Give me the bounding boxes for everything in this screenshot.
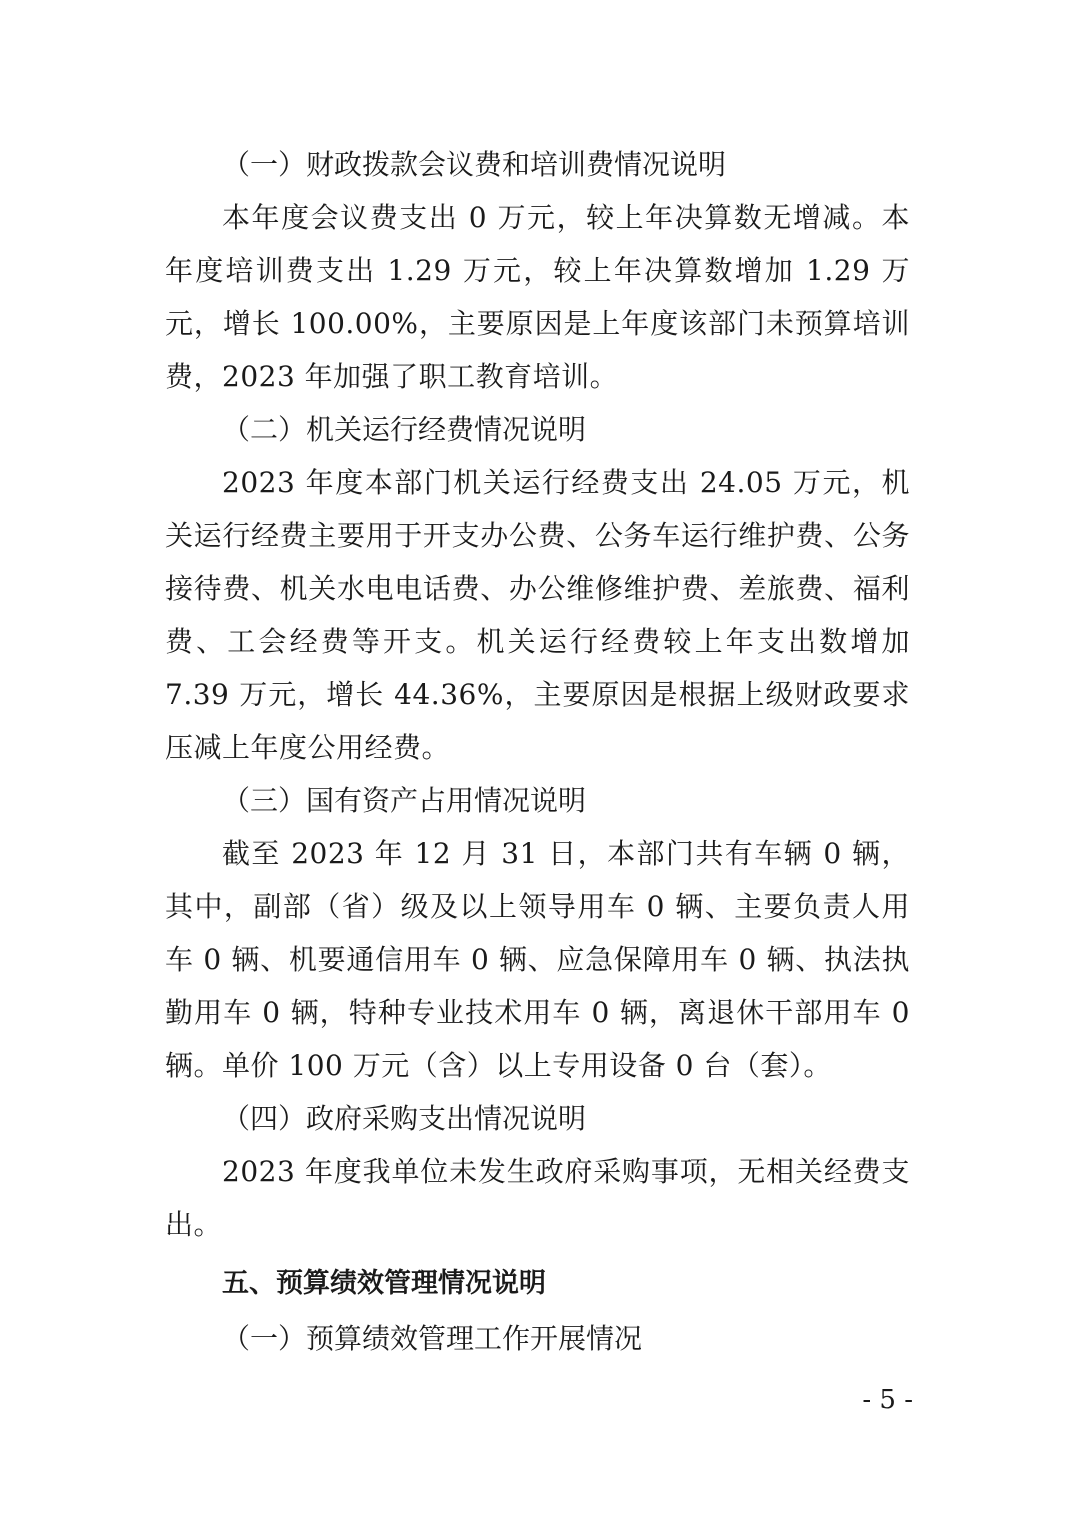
page-number: - 5 - [862,1385,913,1415]
section-heading-state-assets: （三）国有资产占用情况说明 [222,784,587,817]
paragraph-government-procurement: 2023 年度我单位未发生政府采购事项，无相关经费支出。 [165,1155,910,1241]
section-heading-performance-work: （一）预算绩效管理工作开展情况 [222,1322,643,1355]
chapter-heading-performance-management: 五、预算绩效管理情况说明 [222,1268,546,1299]
page-content [165,138,910,1365]
section-heading-meeting-training-fees: （一）财政拨款会议费和培训费情况说明 [222,148,727,181]
paragraph-operating-expenses: 2023 年度本部门机关运行经费支出 24.05 万元，机关运行经费主要用于开支办公费、公务车运行维护费、公务接待费、机关水电电话费、办公维修维护费、差旅费、福利费、工会经费等开支。机关运行经费较上年支出数增加 7.39 万元，增长 44.36%，主要原因是根据上级财政要求压减上年度公用经费。 [165,466,910,764]
section-heading-government-procurement: （四）政府采购支出情况说明 [222,1102,587,1135]
section-heading-operating-expenses: （二）机关运行经费情况说明 [222,413,587,446]
paragraph-meeting-training-fees: 本年度会议费支出 0 万元，较上年决算数无增减。本年度培训费支出 1.29 万元，较上年决算数增加 1.29 万元，增长 100.00%，主要原因是上年度该部门未预算培训费，2023 年加强了职工教育培训。 [165,201,910,393]
paragraph-state-assets: 截至 2023 年 12 月 31 日，本部门共有车辆 0 辆，其中，副部（省）级及以上领导用车 0 辆、主要负责人用车 0 辆、机要通信用车 0 辆、应急保障用车 0 辆、执法执勤用车 0 辆，特种专业技术用车 0 辆，离退休干部用车 0 辆。单价 100 万元（含）以上专用设备 0 台（套）。 [165,837,910,1082]
